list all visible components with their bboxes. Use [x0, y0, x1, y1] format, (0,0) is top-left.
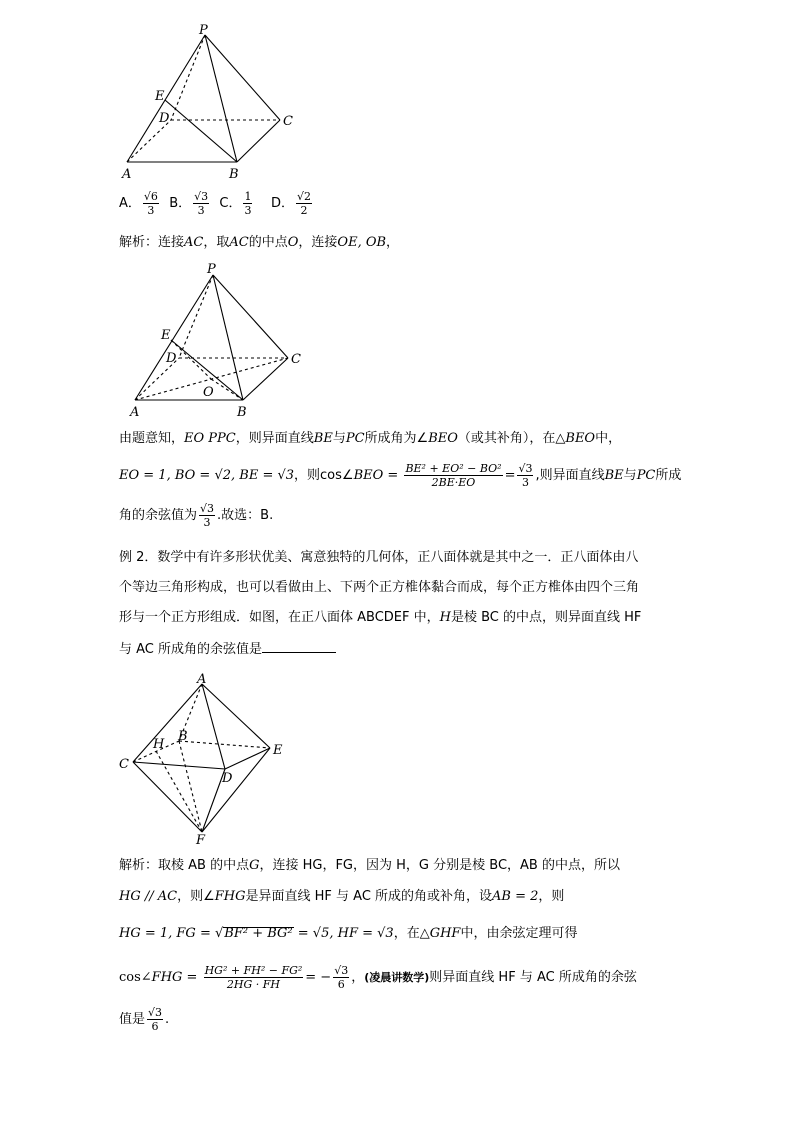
answer-value: $\frac{√3}{3}$	[200, 502, 215, 529]
label-A: A	[130, 405, 140, 420]
example-2-line-3	[119, 610, 641, 626]
text: 与	[332, 431, 346, 446]
analysis-2-line-5	[119, 1006, 169, 1033]
text: ,则异面直线	[535, 468, 605, 483]
analysis-1-text: 解析：连接	[119, 235, 185, 250]
equals: =	[504, 468, 516, 483]
option-c-value: $\frac{1}{3}$	[244, 190, 252, 217]
watermark-text: (凌晨讲数学)	[364, 971, 430, 984]
segment-be: BE	[604, 468, 624, 483]
label-D: D	[222, 771, 233, 786]
label-O: O	[203, 385, 214, 400]
text: （或其补角），在△	[457, 431, 566, 446]
label-A: A	[197, 672, 207, 687]
point-o: O	[287, 235, 299, 250]
math-lengths: HG = 1, FG =	[119, 926, 211, 941]
text: 形与一个正方形组成．如图，在正八面体 ABCDEF 中，	[119, 610, 440, 625]
text: 与	[623, 468, 637, 483]
segment-ac: AC	[229, 235, 249, 250]
segment-pc: PC	[636, 468, 656, 483]
angle-fhg: FHG	[151, 970, 183, 985]
label-D: D	[166, 351, 177, 366]
octahedron-figure	[115, 672, 300, 847]
solution-line-2	[119, 462, 681, 489]
segment-pc: PC	[345, 431, 365, 446]
text: 由题意知，	[119, 431, 185, 446]
equals: =	[383, 468, 399, 483]
radicand: BF² + BG²	[224, 926, 293, 941]
label-C: C	[291, 352, 301, 367]
math-lengths: EO = 1, BO = √2, BE = √3	[119, 468, 295, 483]
option-a-label: A．	[119, 196, 141, 211]
text: ，则异面直线	[235, 431, 314, 446]
text: ，	[351, 970, 365, 985]
label-C: C	[119, 757, 129, 772]
analysis-1-text: ，取	[203, 235, 230, 250]
math-eo-parallel-pc: EO PPC	[184, 431, 236, 446]
text: .	[165, 1012, 170, 1027]
pyramid-figure-1	[115, 22, 305, 182]
equals-minus: = −	[305, 970, 332, 985]
option-d-label: D．	[271, 196, 295, 211]
text: 所成角为∠	[364, 431, 429, 446]
text: ，连接 HG，FG，因为 H，G 分别是棱 BC，AB 的中点，所以	[259, 858, 620, 873]
answer-value: $\frac{√3}{6}$	[148, 1006, 163, 1033]
label-E: E	[155, 89, 165, 104]
text: 解析：取棱 AB 的中点	[119, 858, 250, 873]
option-b-label: B．	[169, 196, 192, 211]
analysis-2-line-3	[119, 926, 577, 942]
segment-ac: AC	[184, 235, 204, 250]
option-b-value: $\frac{√3}{3}$	[194, 190, 209, 217]
label-F: F	[196, 833, 206, 847]
analysis-2-line-2	[119, 889, 564, 905]
cosine-fraction: $\frac{\text{BE² + EO² − BO²}}{2BE\cdot EO}$	[405, 462, 502, 489]
analysis-1-text: ，连接	[298, 235, 338, 250]
label-B: B	[178, 729, 188, 744]
analysis-1	[119, 235, 399, 251]
example-2-line-1: 例 2．数学中有许多形状优美、寓意独特的几何体，正八面体就是其中之一．正八面体由八	[119, 550, 639, 565]
text: 角的余弦值为	[119, 508, 198, 523]
label-B: B	[229, 167, 239, 182]
point-h: H	[439, 610, 451, 625]
analysis-1-text: ，	[386, 235, 400, 250]
text: 中，	[595, 431, 622, 446]
text: 值是	[119, 1012, 146, 1027]
analysis-2-line-4	[119, 964, 637, 991]
text: .故选：B.	[217, 508, 274, 523]
answer-blank[interactable]	[262, 640, 336, 653]
solution-line-1	[119, 431, 621, 447]
triangle-beo: BEO	[565, 431, 596, 446]
analysis-1-text: 的中点	[248, 235, 288, 250]
cosine-value: $\frac{√3}{3}$	[518, 462, 533, 489]
text: 是棱 BC 的中点，则异面直线 HF	[450, 610, 642, 625]
text: ，则	[538, 889, 565, 904]
math-hg-parallel-ac: HG // AC	[119, 889, 178, 904]
text: ，则∠	[177, 889, 215, 904]
equals: =	[182, 970, 198, 985]
label-D: D	[159, 111, 170, 126]
cosine-value: $\frac{√3}{6}$	[334, 964, 349, 991]
option-a-value: $\frac{√6}{3}$	[143, 190, 158, 217]
example-2-line-4	[119, 640, 336, 658]
pyramid-figure-2	[125, 260, 315, 420]
text: ，在△	[393, 926, 430, 941]
math-ab-equals-2: AB = 2	[492, 889, 539, 904]
text: 中，由余弦定理可得	[460, 926, 578, 941]
sqrt-sign: √	[215, 926, 224, 941]
text: ，则cos∠	[294, 468, 354, 483]
segment-be: BE	[313, 431, 333, 446]
text: 是异面直线 HF 与 AC 所成的角或补角，设	[245, 889, 493, 904]
triangle-ghf: GHF	[429, 926, 461, 941]
label-P: P	[207, 262, 216, 277]
label-E: E	[161, 328, 171, 343]
text: 与 AC 所成角的余弦值是	[119, 642, 263, 657]
option-d-value: $\frac{√2}{2}$	[297, 190, 312, 217]
segments-oe-ob: OE, OB	[337, 235, 387, 250]
cos-text: cos∠	[119, 970, 152, 985]
answer-options	[119, 190, 314, 217]
text: 则异面直线 HF 与 AC 所成角的余弦	[429, 970, 637, 985]
label-C: C	[283, 114, 293, 129]
text: 所成	[655, 468, 682, 483]
label-B: B	[237, 405, 247, 420]
angle-fhg: FHG	[214, 889, 246, 904]
example-2-line-2: 个等边三角形构成，也可以看做由上、下两个正方椎体黏合而成，每个正方椎体由四个三角	[119, 580, 640, 595]
label-A: A	[122, 167, 132, 182]
analysis-2-line-1	[119, 858, 620, 874]
label-E: E	[273, 743, 283, 758]
angle-beo: BEO	[353, 468, 384, 483]
point-g: G	[249, 858, 260, 873]
angle-beo: BEO	[428, 431, 458, 446]
option-c-label: C．	[219, 196, 242, 211]
cosine-fraction: $\frac{\text{HG² + FH² − FG²}}{2HG \cdot FH}$	[204, 964, 303, 991]
label-H: H	[153, 737, 165, 752]
solution-line-3	[119, 502, 273, 529]
label-P: P	[199, 23, 208, 38]
math-lengths: = √5, HF = √3	[293, 926, 394, 941]
